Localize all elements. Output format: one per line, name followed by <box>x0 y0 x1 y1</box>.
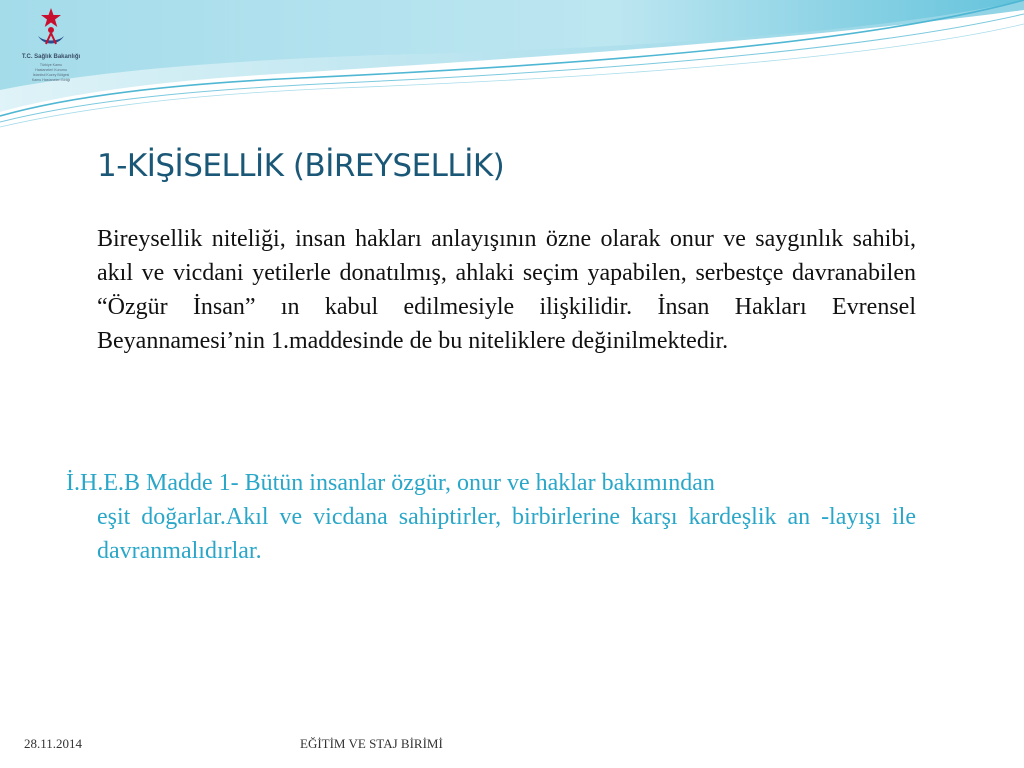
header-wave-decoration <box>0 0 1024 130</box>
body-paragraph: Bireysellik niteliği, insan hakları anlayışının özne olarak onur ve saygınlık sahibi, akıl ve vicdani yetilerle donatılmış, ahlaki seçim yapabilen, serbestçe davranabilen “Özgür İnsan” ın kabul edilmesiyle ilişkilidir. İnsan Hakları Evrensel Beyannamesi’nin 1.maddesinde de bu niteliklere değinilmektedir. <box>97 226 916 354</box>
logo-subtitle-line: Kamu Hastaneleri Birliği <box>31 78 71 82</box>
footer-date: 28.11.2014 <box>24 736 83 751</box>
logo-ministry-name: T.C. Sağlık Bakanlığı <box>21 54 81 60</box>
article-quote <box>66 466 916 568</box>
quote-first-line: İ.H.E.B Madde 1- Bütün insanlar özgür, onur ve haklar bakımından <box>66 470 715 496</box>
slide-title: 1-KİŞİSELLİK (BİREYSELLİK) <box>97 148 505 184</box>
logo-subtitle-line: İstanbul Kuzey Bölgesi <box>32 73 70 77</box>
crescent-star-emblem-icon <box>10 6 92 54</box>
quote-continuation: eşit doğarlar.Akıl ve vicdana sahiptirler, birbirlerine karşı kardeşlik an -layışı ile davranmalıdırlar. <box>97 504 916 564</box>
logo-subtitle-line: Hastaneleri Kurumu <box>35 68 67 72</box>
footer-unit-name: EĞİTİM VE STAJ BİRİMİ <box>300 736 443 751</box>
ministry-logo <box>10 6 92 96</box>
logo-subtitle-line: Türkiye Kamu <box>39 63 63 67</box>
